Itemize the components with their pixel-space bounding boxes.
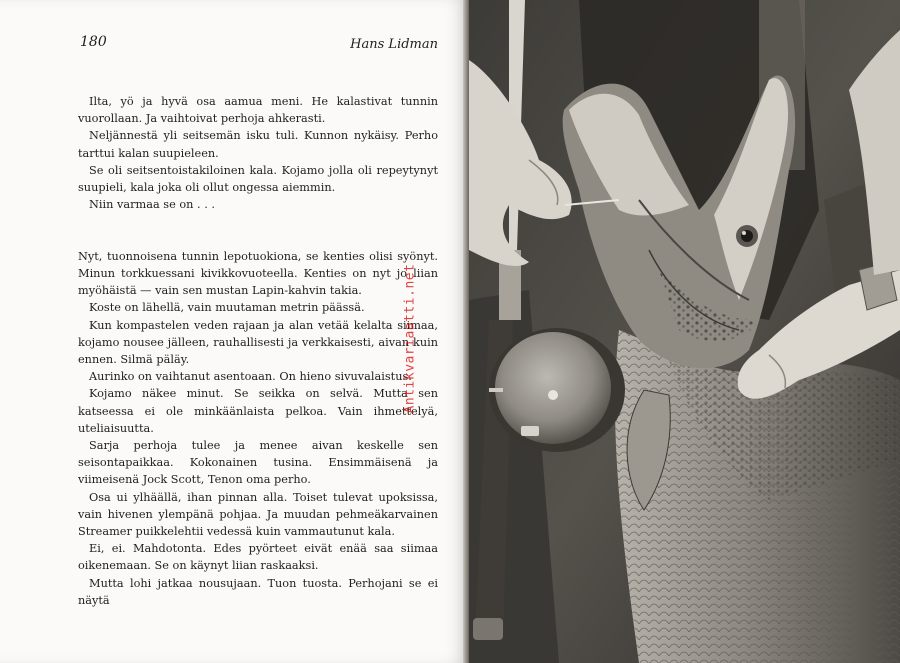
paragraph: Ilta, yö ja hyvä osa aamua meni. He kalastivat tunnin vuorollaan. Ja vaihtoivat perhoja ahkerasti. [78, 95, 438, 126]
paragraph: Aurinko on vaihtanut asentoaan. On hieno sivuvalaistus. [89, 370, 412, 384]
watermark-text: Antikvariaatti.net [402, 263, 418, 413]
paragraph: Kojamo näkee minut. Se seikka on selvä. Mutta sen katseessa ei ole minkäänlaista pelkoa. Vain ihmettelyä, uteliaisuutta. [78, 387, 438, 435]
salmon-photo [469, 0, 900, 663]
paragraph: Se oli seitsentoistakiloinen kala. Kojamo jolla oli repeytynyt suupieli, kala joka oli ollut ongessa aiemmin. [78, 163, 438, 195]
paragraph: Kun kompastelen veden rajaan ja alan vetää kelalta siimaa, kojamo nousee jälleen, rauhallisesti ja verkkaisesti, aivan kuin ennen. Silmä päläy. [78, 318, 438, 367]
running-head: Hans Lidman [350, 37, 438, 52]
section-break [78, 231, 438, 248]
body-text [78, 93, 438, 609]
paragraph: Nyt, tuonnoisena tunnin lepotuokiona, se kenties olisi syönyt. Minun torkkuessani kivikkovuoteella. Kenties on nyt jo liian myöhäistä — vain sen mustan Lapin-kahvin takia. [78, 249, 438, 298]
paragraph: Neljännestä yli seitsemän isku tuli. Kunnon nykäisy. Perho tarttui kalan suupieleen. [78, 129, 438, 160]
paragraph: Sarja perhoja tulee ja menee aivan keskelle sen seisontapaikkaa. Kokonainen tusina. Ensimmäisenä ja viimeisenä Jock Scott, Tenon oma perho. [78, 439, 438, 487]
paragraph: Mutta lohi jatkaa nousujaan. Tuon tuosta. Perhojani se ei näytä [78, 576, 438, 607]
paragraph: Ei, ei. Mahdotonta. Edes pyörteet eivät enää saa siimaa oikenemaan. Se on käynyt liian raskaaksi. [78, 542, 438, 573]
photo-illustration [469, 0, 900, 663]
paragraph: Koste on lähellä, vain muutaman metrin päässä. [89, 301, 365, 315]
paragraph: Osa ui ylhäällä, ihan pinnan alla. Toiset tulevat upoksissa, vain hivenen ylempänä pohjaa. Ja muudan pehmeäkarvainen Streamer puikkelehtii vedessä kuin vammautunut kala. [78, 490, 438, 539]
page-number: 180 [80, 34, 107, 50]
section-break [78, 213, 438, 230]
paragraph: Niin varmaa se on . . . [89, 198, 215, 212]
